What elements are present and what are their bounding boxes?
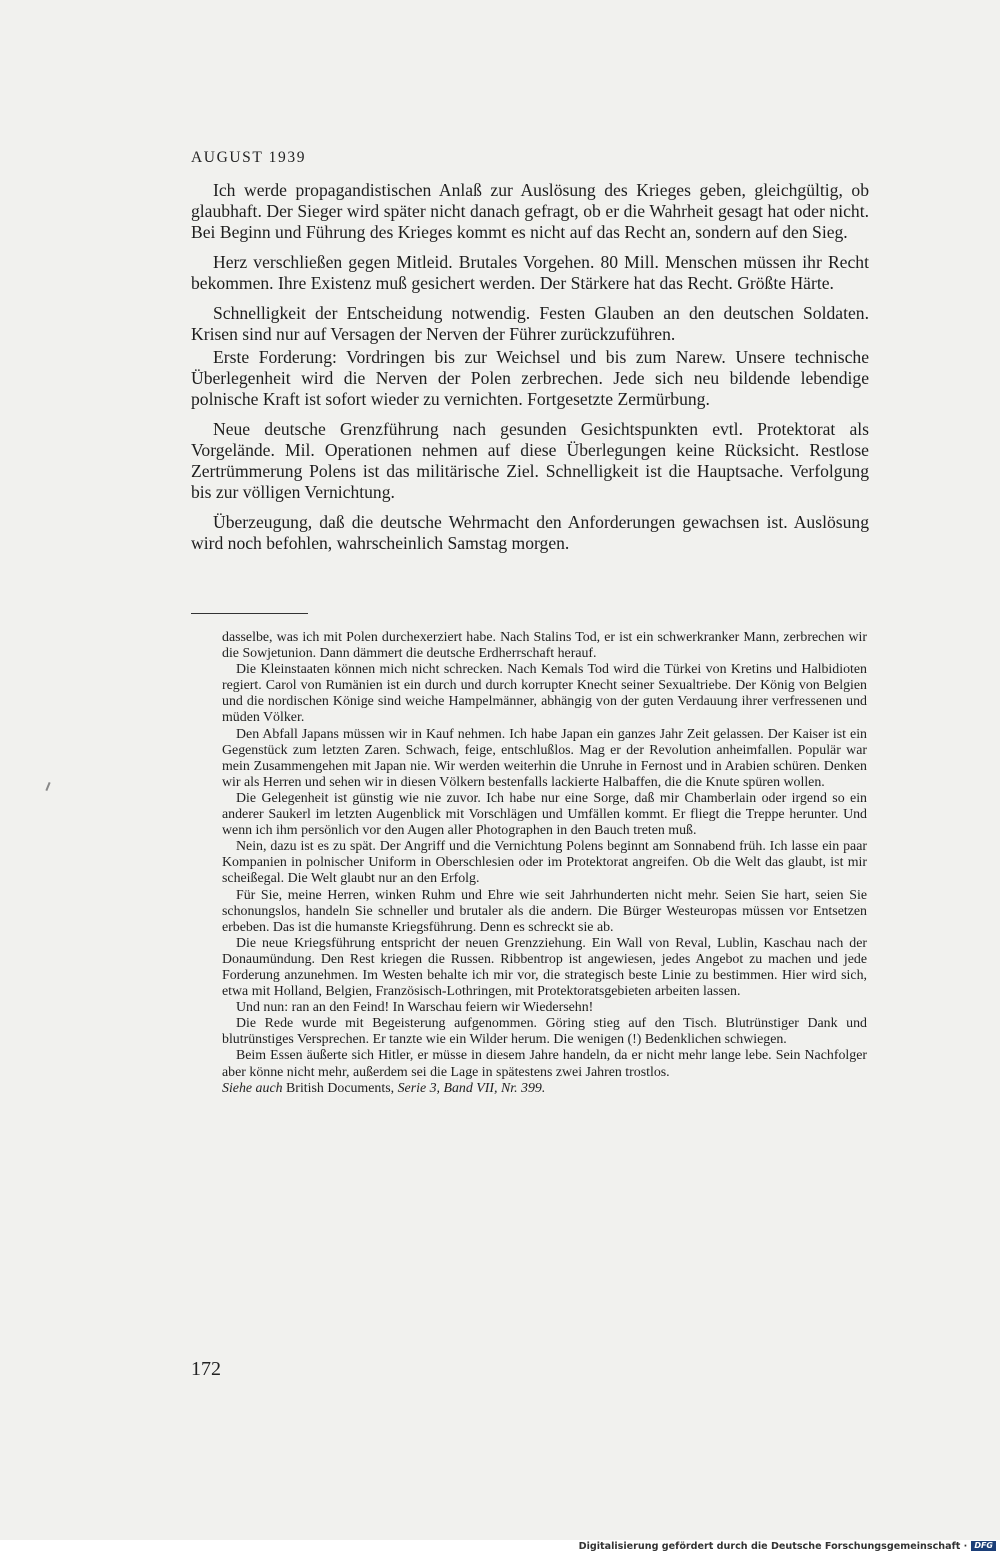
- footnote-paragraph: Beim Essen äußerte sich Hitler, er müsse in diesem Jahre handeln, da er nicht mehr lange lebe. Sein Nachfolger aber könne nicht mehr, außerdem sei die Lage in spätestens zwei Jahren trostlos.: [222, 1048, 867, 1080]
- main-paragraph: Schnelligkeit der Entscheidung notwendig. Festen Glauben an den deutschen Soldaten. Krisen sind nur auf Versagen der Nerven der Führer zurückzuführen.: [191, 303, 869, 344]
- footer-credit: Digitalisierung gefördert durch die Deutsche Forschungsgemeinschaft ·: [578, 1541, 968, 1552]
- footnote-paragraph: Die neue Kriegsführung entspricht der neuen Grenzziehung. Ein Wall von Reval, Lublin, Kaschau nach der Donaumündung. Den Rest kriegen die Russen. Ribbentrop ist angewiesen, jedes Angebot zu machen und jede Forderung anzunehmen. Im Westen behalte ich mir vor, die strategisch beste Linie zu bestimmen. Hier wird sich, etwa mit Holland, Belgien, Französisch-Lothringen, mit Protektoratsgebieten arbeiten lassen.: [222, 935, 867, 1000]
- footnote-paragraph: Und nun: ran an den Feind! In Warschau feiern wir Wiedersehn!: [236, 1000, 594, 1016]
- footnote-paragraph: Die Gelegenheit ist günstig wie nie zuvor. Ich habe nur eine Sorge, daß mir Chamberlain oder irgend so ein anderer Saukerl im letzten Augenblick mit Vorschlägen und Umfällen kommt. Er fliegt die Treppe herunter. Und wenn ich ihm persönlich vor den Augen aller Photographen in den Bauch treten muß.: [222, 790, 867, 839]
- footnote-block: [222, 630, 867, 1097]
- footnote-paragraph: Die Rede wurde mit Begeisterung aufgenommen. Göring stieg auf den Tisch. Blutrünstiger Dank und blutrünstiges Versprechen. Er tanzte wie ein Wilder herum. Die wenigen (!) Bedenklichen schwiegen.: [222, 1016, 867, 1048]
- digitization-footer: [0, 1540, 1000, 1554]
- margin-pencil-mark: [45, 782, 50, 791]
- footnote-paragraph: Den Abfall Japans müssen wir in Kauf nehmen. Ich habe Japan ein ganzes Jahr Zeit gelassen. Der Kaiser ist ein Gegenstück zum letzten Zaren. Schwach, feige, entschlußlos. Mag er der Revolution anheimfallen. Populär war mein Zusammengehen mit Japan nie. Wir werden weiterhin die Unruhe in Fernost und in Arabien schüren. Denken wir als Herren und sehen wir in diesen Völkern bestenfalls lackierte Halbaffen, die die Knute spüren wollen.: [222, 726, 867, 790]
- source-reference: [222, 1081, 867, 1097]
- dfg-logo-icon: DFG: [971, 1541, 996, 1551]
- main-paragraph: Erste Forderung: Vordringen bis zur Weichsel und bis zum Narew. Unsere technische Überlegenheit wird die Nerven der Polen zerbrechen. Jede sich neu bildende lebendige polnische Kraft ist sofort wieder zu vernichten. Fortgesetzte Zermürbung.: [191, 347, 869, 409]
- main-paragraph: Herz verschließen gegen Mitleid. Brutales Vorgehen. 80 Mill. Menschen müssen ihr Recht bekommen. Ihre Existenz muß gesichert werden. Der Stärkere hat das Recht. Größte Härte.: [191, 252, 869, 293]
- footnote-paragraph: Für Sie, meine Herren, winken Ruhm und Ehre wie seit Jahrhunderten nicht mehr. Seien Sie hart, seien Sie schonungslos, handeln Sie schneller und brutaler als die andern. Die Bürger Westeuropas müssen vor Entsetzen erbeben. Das ist die humanste Kriegsführung. Denn es schreckt sie ab.: [222, 887, 867, 935]
- footnote-paragraph: dasselbe, was ich mit Polen durchexerziert habe. Nach Stalins Tod, er ist ein schwerkranker Mann, zerbrechen wir die Sowjetunion. Dann dämmert die deutsche Erdherrschaft herauf.: [222, 630, 867, 662]
- footnote-paragraph: Nein, dazu ist es zu spät. Der Angriff und die Vernichtung Polens beginnt am Sonnabend früh. Ich lasse ein paar Kompanien in polnischer Uniform in Oberschlesien oder im Protektorat angreifen. Ob die Welt das glaubt, ist mir scheißegal. Die Welt glaubt nur an den Erfolg.: [222, 839, 867, 887]
- source-details: Serie 3, Band VII, Nr. 399.: [397, 1080, 546, 1096]
- main-paragraph: Neue deutsche Grenzführung nach gesunden Gesichtspunkten evtl. Protektorat als Vorgelände. Mil. Operationen nehmen auf diese Überlegungen keine Rücksicht. Restlose Zertrümmerung Polens ist das militärische Ziel. Schnelligkeit ist die Hauptsache. Verfolgung bis zur völligen Vernichtung.: [191, 419, 869, 502]
- footnote-separator-rule: [191, 613, 308, 614]
- main-text-body: [191, 180, 869, 563]
- running-head: AUGUST 1939: [191, 149, 307, 166]
- main-paragraph: Ich werde propagandistischen Anlaß zur Auslösung des Krieges geben, gleichgültig, ob glaubhaft. Der Sieger wird später nicht danach gefragt, ob er die Wahrheit gesagt hat oder nicht. Bei Beginn und Führung des Krieges kommt es nicht auf das Recht an, sondern auf den Sieg.: [191, 180, 869, 242]
- footnote-paragraph: Die Kleinstaaten können mich nicht schrecken. Nach Kemals Tod wird die Türkei von Kretins und Halbidioten regiert. Carol von Rumänien ist ein durch und durch korrupter Knecht seiner Sexualtriebe. Der König von Belgien und die nordischen Könige sind weiche Hampelmänner, abhängig von der guten Verdauung ihrer verfressenen und müden Völker.: [222, 662, 867, 726]
- source-title: British Documents,: [286, 1080, 395, 1096]
- source-prefix: Siehe auch: [222, 1080, 283, 1096]
- page-number: 172: [191, 1358, 221, 1380]
- main-paragraph: Überzeugung, daß die deutsche Wehrmacht den Anforderungen gewachsen ist. Auslösung wird noch befohlen, wahrscheinlich Samstag morgen.: [191, 512, 869, 553]
